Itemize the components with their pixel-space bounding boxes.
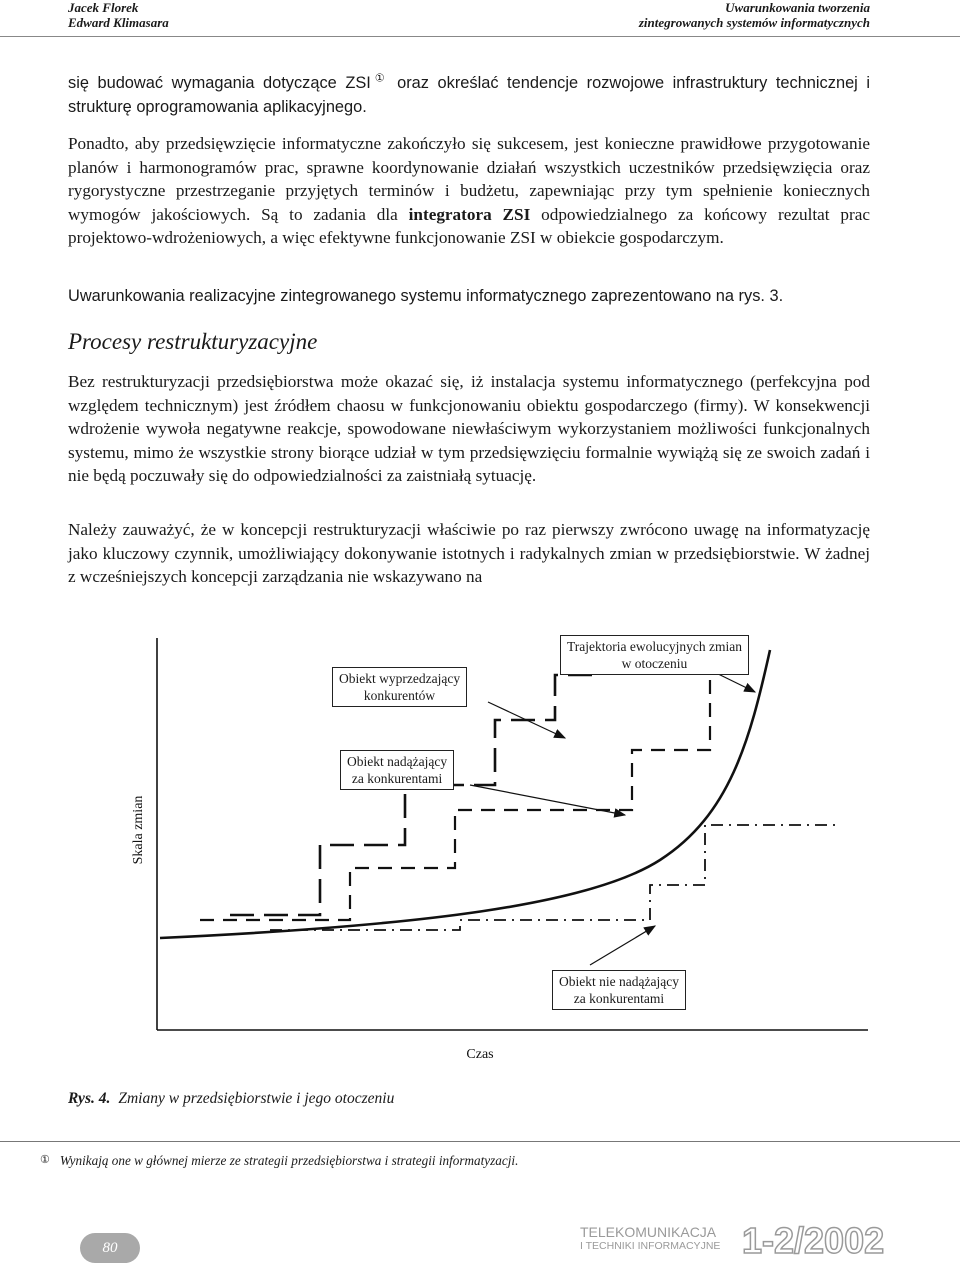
paragraph-text: się budować wymagania dotyczące ZSI [68,74,371,92]
footnote-reference[interactable]: ① [370,72,389,85]
author-name: Jacek Florek [68,0,139,15]
figure-caption [68,1090,394,1108]
label-trajectory [560,635,749,675]
x-axis-label: Czas [466,1047,494,1062]
diagram-canvas [120,630,880,1070]
line-ahead [230,675,595,915]
caption-text: Zmiany w przedsiębiorstwie i jego otoczeniu [118,1090,395,1107]
label-keeping-up [340,750,454,790]
caption-number: Rys. 4. [68,1090,111,1107]
label-line: za konkurentami [351,771,443,786]
footnote-text: Wynikają one w głównej mierze ze strategii przedsiębiorstwa i strategii informatyzacji. [59,1153,519,1168]
publication-line: TELEKOMUNIKACJA [580,1224,717,1240]
footnote-marker: ① [40,1154,50,1166]
section-title: Procesy restrukturyzacyjne [68,329,318,354]
footnote-divider [0,1141,960,1142]
publication-name [580,1225,720,1253]
running-header-authors [68,0,169,30]
paragraph-3: Uwarunkowania realizacyjne zintegrowanego systemu informatycznego zaprezentowano na rys. 3. [68,287,784,305]
footnote [40,1153,518,1169]
figure-diagram [120,630,880,1070]
paragraph-text: Ponadto, aby przedsięwzięcie informatyczne zakończyło się sukcesem, jest konieczne prawidłowe przygotowanie planów i harmonogramów prac, sprawne koordynowanie działań wszystkich uczestników przedsięwzięcia oraz rygorystyczne przestrzeganie przyjętych terminów i budżetu, zapewniając przy tym spełnienie koniecznych wymogów jakościowych. Są to zadania dla [68,134,870,224]
issue-number: 1-2/2002 [742,1220,885,1261]
header-title-line: zintegrowanych systemów informatycznych [638,15,870,30]
label-line: Obiekt nadążający [347,754,448,769]
label-line: Obiekt wyprzedzający [339,671,461,686]
header-divider [0,36,960,37]
paragraph-text: odpowiedzialnego za końcowy rezultat prac projektowo-wdrożeniowych, a więc efektywne funkcjonowanie ZSI w obiekcie gospodarczym. [68,204,870,247]
running-header-title [639,0,870,30]
page-number: 80 [80,1233,140,1263]
paragraph-2 [68,132,870,250]
emphasis-term: integratora ZSI [408,204,531,224]
publication-line: I TECHNIKI INFORMACYJNE [580,1240,721,1252]
label-line: Trajektoria ewolucyjnych zmian [567,639,742,654]
label-line: za konkurentami [573,991,665,1006]
label-line: w otoczeniu [621,656,688,671]
label-line: Obiekt nie nadążający [559,974,679,989]
label-line: konkurentów [363,688,436,703]
header-title-line: Uwarunkowania tworzenia [725,0,870,15]
arrow-lagging [590,926,655,965]
paragraph-4: Bez restrukturyzacji przedsiębiorstwa może okazać się, iż instalacja systemu informatycznego (perfekcyjna pod względem technicznym) jest źródłem chaosu w funkcjonowaniu obiektu gospodarczego (firmy). W konsekwencji wdrożenie wywoła negatywne reakcje, spowodowane niewłaściwym wykorzystaniem możliwości funkcjonalnych systemu, mimo że wszystkie strony biorące udział w tym przedsięwzięciu formalnie wywiążą się ze swoich zadań i nie będą poczuwały się do odpowiedzialności za zaistniałą sytuację. [68,372,870,485]
paragraph-1 [68,72,870,119]
author-name: Edward Klimasara [68,15,169,30]
label-lagging [552,970,686,1010]
paragraph-text: oraz określać tendencje rozwojowe infrastruktury technicznej i strukturę oprogramowania aplikacyjnego. [68,74,870,116]
y-axis-label: Skala zmian [131,795,146,865]
label-ahead [332,667,467,707]
line-lagging [270,825,840,930]
paragraph-5: Należy zauważyć, że w koncepcji restrukturyzacji właściwie po raz pierwszy zwrócono uwagę na informatyzację jako kluczowy czynnik, umożliwiający dokonywanie istotnych i radykalnych zmian w przedsiębiorstwie. W żadnej z wcześniejszych koncepcji zarządzania nie wskazywano na [68,520,870,586]
